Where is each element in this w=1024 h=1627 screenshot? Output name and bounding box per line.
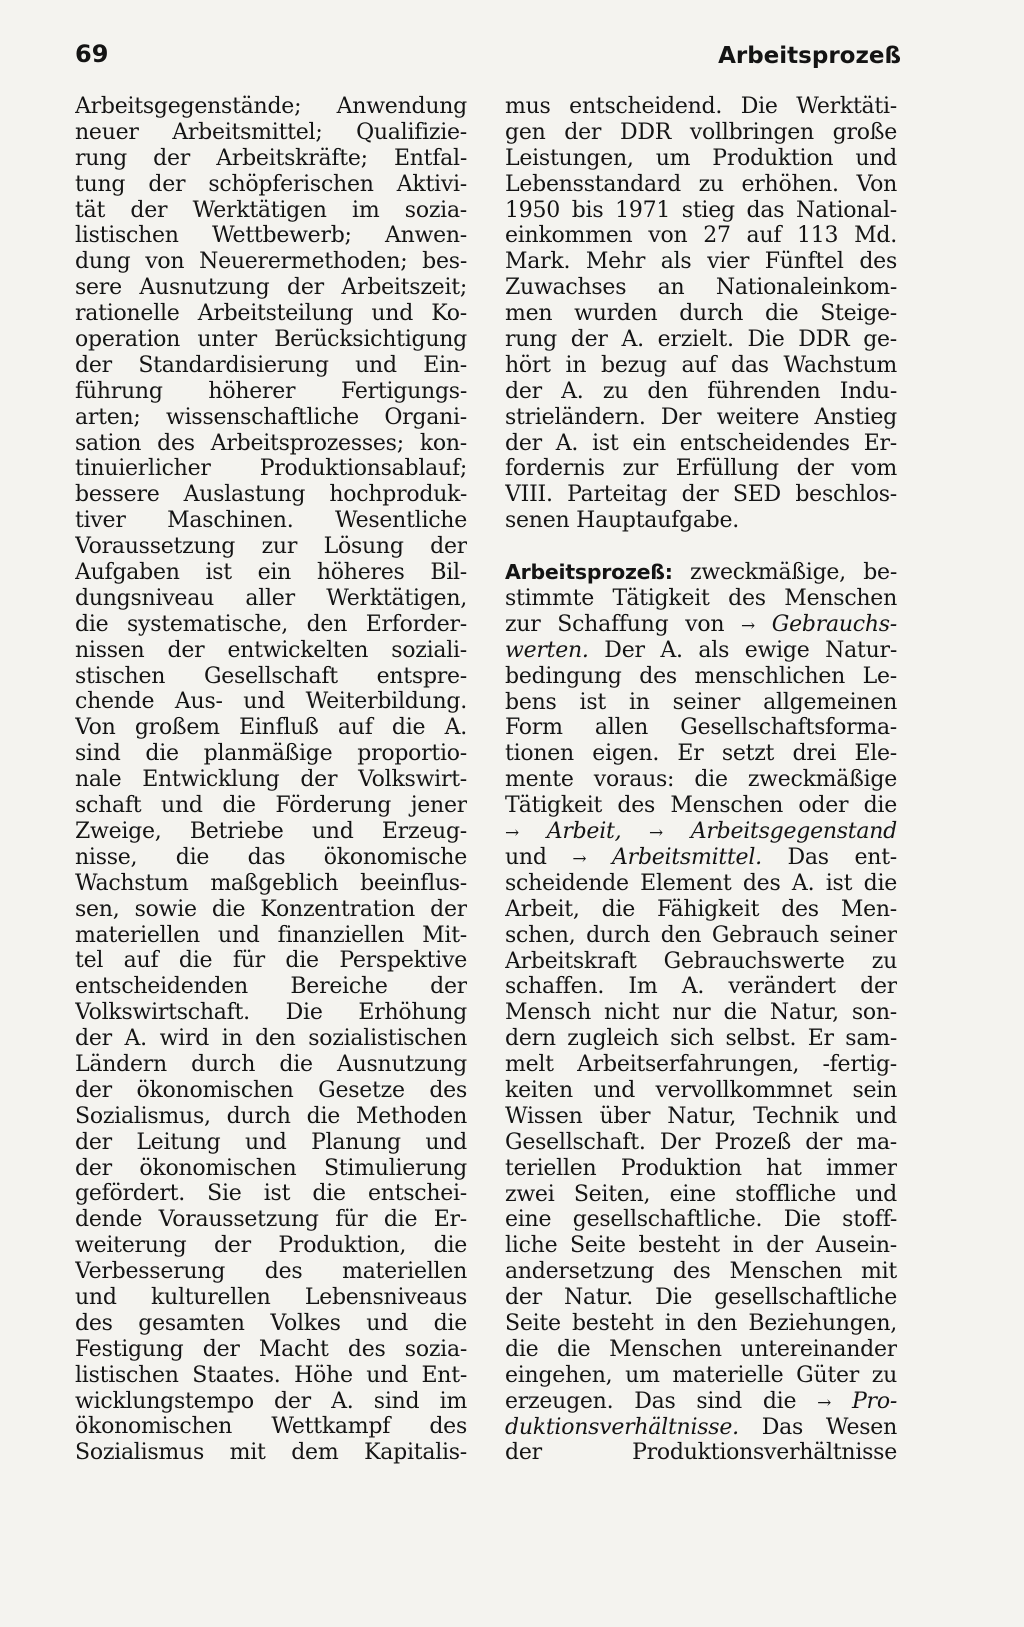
text-line: Aufgaben ist ein höheres Bil- bbox=[75, 560, 467, 586]
running-head: Arbeitsprozeß bbox=[718, 43, 901, 69]
text-line: materiellen und finanziellen Mit- bbox=[75, 922, 467, 948]
cross-reference-arrow-icon: → bbox=[572, 848, 587, 869]
right-column bbox=[505, 94, 897, 1466]
text-line: VIII. Parteitag der SED beschlos- bbox=[505, 482, 897, 508]
page-number: 69 bbox=[75, 40, 109, 68]
text-line: wicklungstempo der A. sind im bbox=[75, 1388, 467, 1414]
cross-reference-arbeitsmittel[interactable]: Arbeitsmittel. bbox=[612, 844, 762, 870]
text-line: Zweige, Betriebe und Erzeug- bbox=[75, 818, 467, 844]
text-line: dungsniveau aller Werktätigen, bbox=[75, 585, 467, 611]
text-line: chende Aus- und Weiterbildung. bbox=[75, 689, 467, 715]
text-line: Wissen über Natur, Technik und bbox=[505, 1103, 897, 1129]
text-line: Sozialismus, durch die Methoden bbox=[75, 1103, 467, 1129]
text-line: nisse, die das ökonomische bbox=[75, 844, 467, 870]
text-line: bedingung des menschlichen Le- bbox=[505, 663, 897, 689]
text-line: Form allen Gesellschaftsforma- bbox=[505, 715, 897, 741]
entry-text: und bbox=[505, 844, 573, 870]
cross-reference-arrow-icon: → bbox=[505, 823, 519, 844]
text-line: Mensch nicht nur die Natur, son- bbox=[505, 1000, 897, 1026]
text-line: bessere Auslastung hochproduk- bbox=[75, 482, 467, 508]
text-line: die systematische, den Erforder- bbox=[75, 611, 467, 637]
text-line: Sozialismus mit dem Kapitalis- bbox=[75, 1440, 467, 1466]
text-line: stimmte Tätigkeit des Menschen bbox=[505, 586, 897, 612]
cross-reference-gebrauchswerten[interactable]: werten. bbox=[505, 637, 589, 663]
text-line: rationelle Arbeitsteilung und Ko- bbox=[75, 301, 467, 327]
text-line: gefördert. Sie ist die entschei- bbox=[75, 1181, 467, 1207]
text-line bbox=[505, 612, 897, 638]
text-line bbox=[505, 819, 897, 845]
text-line: sen, sowie die Konzentration der bbox=[75, 896, 467, 922]
text-line: Festigung der Macht des sozia- bbox=[75, 1336, 467, 1362]
text-line: rung der A. erzielt. Die DDR ge- bbox=[505, 327, 897, 353]
text-line: führung höherer Fertigungs- bbox=[75, 378, 467, 404]
text-line: arten; wissenschaftliche Organi- bbox=[75, 404, 467, 430]
text-line bbox=[505, 1415, 897, 1441]
text-line: Voraussetzung zur Lösung der bbox=[75, 534, 467, 560]
text-line: tung der schöpferischen Aktivi- bbox=[75, 171, 467, 197]
text-line: Leistungen, um Produktion und bbox=[505, 145, 897, 171]
left-column bbox=[75, 94, 467, 1466]
text-line: der Leitung und Planung und bbox=[75, 1129, 467, 1155]
text-line bbox=[505, 845, 897, 871]
entry-text: erzeugen. Das sind die bbox=[505, 1388, 818, 1414]
text-line: und kulturellen Lebensniveaus bbox=[75, 1284, 467, 1310]
entry-separator bbox=[505, 534, 897, 560]
text-line: tel auf die für die Perspektive bbox=[75, 948, 467, 974]
text-line: bens ist in seiner allgemeinen bbox=[505, 689, 897, 715]
text-line: der A. ist ein entscheidendes Er- bbox=[505, 430, 897, 456]
cross-reference-arrow-icon: → bbox=[649, 823, 664, 844]
entry-headword: Arbeitsprozeß: bbox=[505, 560, 673, 585]
text-line: Von großem Einfluß auf die A. bbox=[75, 715, 467, 741]
text-line: der Natur. Die gesellschaftliche bbox=[505, 1285, 897, 1311]
text-line: gen der DDR vollbringen große bbox=[505, 119, 897, 145]
text-line: entscheidenden Bereiche der bbox=[75, 974, 467, 1000]
text-line: schaffen. Im A. verändert der bbox=[505, 974, 897, 1000]
text-line: schaft und die Förderung jener bbox=[75, 793, 467, 819]
entry-text: zweckmäßige, be- bbox=[672, 560, 897, 586]
text-line: liche Seite besteht in der Ausein- bbox=[505, 1233, 897, 1259]
text-line: Tätigkeit des Menschen oder die bbox=[505, 793, 897, 819]
text-line: eingehen, um materielle Güter zu bbox=[505, 1362, 897, 1388]
text-line: Ländern durch die Ausnutzung bbox=[75, 1051, 467, 1077]
text-line: der A. wird in den sozialistischen bbox=[75, 1026, 467, 1052]
text-line: Volkswirtschaft. Die Erhöhung bbox=[75, 1000, 467, 1026]
text-line: des gesamten Volkes und die bbox=[75, 1310, 467, 1336]
cross-reference-arbeitsgegenstand[interactable]: Arbeitsgegenstand bbox=[690, 819, 897, 845]
text-line: neuer Arbeitsmittel; Qualifizie- bbox=[75, 119, 467, 145]
entry-text: Das ent- bbox=[761, 844, 897, 870]
text-line: nale Entwicklung der Volkswirt- bbox=[75, 767, 467, 793]
text-line: Arbeitsgegenstände; Anwendung bbox=[75, 94, 467, 119]
text-line: 1950 bis 1971 stieg das National- bbox=[505, 197, 897, 223]
text-line: eine gesellschaftliche. Die stoff- bbox=[505, 1207, 897, 1233]
text-line: der Produktionsverhältnisse bbox=[505, 1440, 897, 1466]
text-line: Verbesserung des materiellen bbox=[75, 1259, 467, 1285]
cross-reference-gebrauchswerten[interactable]: Gebrauchs- bbox=[771, 611, 897, 637]
cross-reference-produktionsverhaeltnisse[interactable]: Pro- bbox=[852, 1388, 897, 1414]
text-line: fordernis zur Erfüllung der vom bbox=[505, 456, 897, 482]
text-line: dern zugleich sich selbst. Er sam- bbox=[505, 1026, 897, 1052]
text-line: der Standardisierung und Ein- bbox=[75, 352, 467, 378]
text-line: der ökonomischen Stimulierung bbox=[75, 1155, 467, 1181]
text-line: Arbeit, die Fähigkeit des Men- bbox=[505, 896, 897, 922]
text-line: weiterung der Produktion, die bbox=[75, 1233, 467, 1259]
text-line: einkommen von 27 auf 113 Md. bbox=[505, 223, 897, 249]
entry-text: zur Schaffung von bbox=[505, 611, 742, 637]
text-line: listischen Wettbewerb; Anwen- bbox=[75, 223, 467, 249]
text-line: sind die planmäßige proportio- bbox=[75, 741, 467, 767]
text-line: schen, durch den Gebrauch seiner bbox=[505, 922, 897, 948]
text-line: mus entscheidend. Die Werktäti- bbox=[505, 94, 897, 119]
text-line: dende Voraussetzung für die Er- bbox=[75, 1207, 467, 1233]
cross-reference-arrow-icon: → bbox=[817, 1392, 832, 1413]
text-line bbox=[505, 1389, 897, 1415]
text-line: tät der Werktätigen im sozia- bbox=[75, 197, 467, 223]
text-line: tionen eigen. Er setzt drei Ele- bbox=[505, 741, 897, 767]
entry-text: Das Wesen bbox=[738, 1414, 897, 1440]
text-line: sation des Arbeitsprozesses; kon- bbox=[75, 430, 467, 456]
text-line: strieländern. Der weitere Anstieg bbox=[505, 404, 897, 430]
text-line: der A. zu den führenden Indu- bbox=[505, 378, 897, 404]
text-line: hört in bezug auf das Wachstum bbox=[505, 352, 897, 378]
text-line bbox=[505, 638, 897, 664]
text-line: scheidende Element des A. ist die bbox=[505, 870, 897, 896]
text-line: listischen Staates. Höhe und Ent- bbox=[75, 1362, 467, 1388]
text-line: mente voraus: die zweckmäßige bbox=[505, 767, 897, 793]
text-line: operation unter Berücksichtigung bbox=[75, 327, 467, 353]
text-line: der ökonomischen Gesetze des bbox=[75, 1077, 467, 1103]
text-line: keiten und vervollkommnet sein bbox=[505, 1077, 897, 1103]
text-line: die die Menschen untereinander bbox=[505, 1336, 897, 1362]
text-line: tiver Maschinen. Wesentliche bbox=[75, 508, 467, 534]
entry-first-line bbox=[505, 560, 897, 586]
cross-reference-arrow-icon: → bbox=[741, 615, 756, 636]
text-line: Arbeitskraft Gebrauchswerte zu bbox=[505, 948, 897, 974]
text-line: Lebensstandard zu erhöhen. Von bbox=[505, 171, 897, 197]
text-line: ökonomischen Wettkampf des bbox=[75, 1414, 467, 1440]
entry-text: Der A. als ewige Natur- bbox=[588, 637, 897, 663]
text-line: men wurden durch die Steige- bbox=[505, 301, 897, 327]
text-line: Zuwachses an Nationaleinkom- bbox=[505, 275, 897, 301]
text-line: teriellen Produktion hat immer bbox=[505, 1155, 897, 1181]
text-line: rung der Arbeitskräfte; Entfal- bbox=[75, 145, 467, 171]
text-line: sere Ausnutzung der Arbeitszeit; bbox=[75, 275, 467, 301]
text-line: senen Hauptaufgabe. bbox=[505, 508, 740, 534]
cross-reference-produktionsverhaeltnisse[interactable]: duktionsverhältnisse. bbox=[505, 1414, 739, 1440]
text-line: Gesellschaft. Der Prozeß der ma- bbox=[505, 1129, 897, 1155]
text-line: dung von Neuerermethoden; bes- bbox=[75, 249, 467, 275]
text-line: melt Arbeitserfahrungen, -fertig- bbox=[505, 1052, 897, 1078]
text-line: andersetzung des Menschen mit bbox=[505, 1259, 897, 1285]
text-line: Wachstum maßgeblich beeinflus- bbox=[75, 870, 467, 896]
text-line: nissen der entwickelten soziali- bbox=[75, 637, 467, 663]
text-line: zwei Seiten, eine stoffliche und bbox=[505, 1181, 897, 1207]
text-line: Mark. Mehr als vier Fünftel des bbox=[505, 249, 897, 275]
cross-reference-arbeit[interactable]: Arbeit, bbox=[546, 819, 622, 845]
text-line: stischen Gesellschaft entspre- bbox=[75, 663, 467, 689]
text-line: tinuierlicher Produktionsablauf; bbox=[75, 456, 467, 482]
text-line: Seite besteht in den Beziehungen, bbox=[505, 1310, 897, 1336]
